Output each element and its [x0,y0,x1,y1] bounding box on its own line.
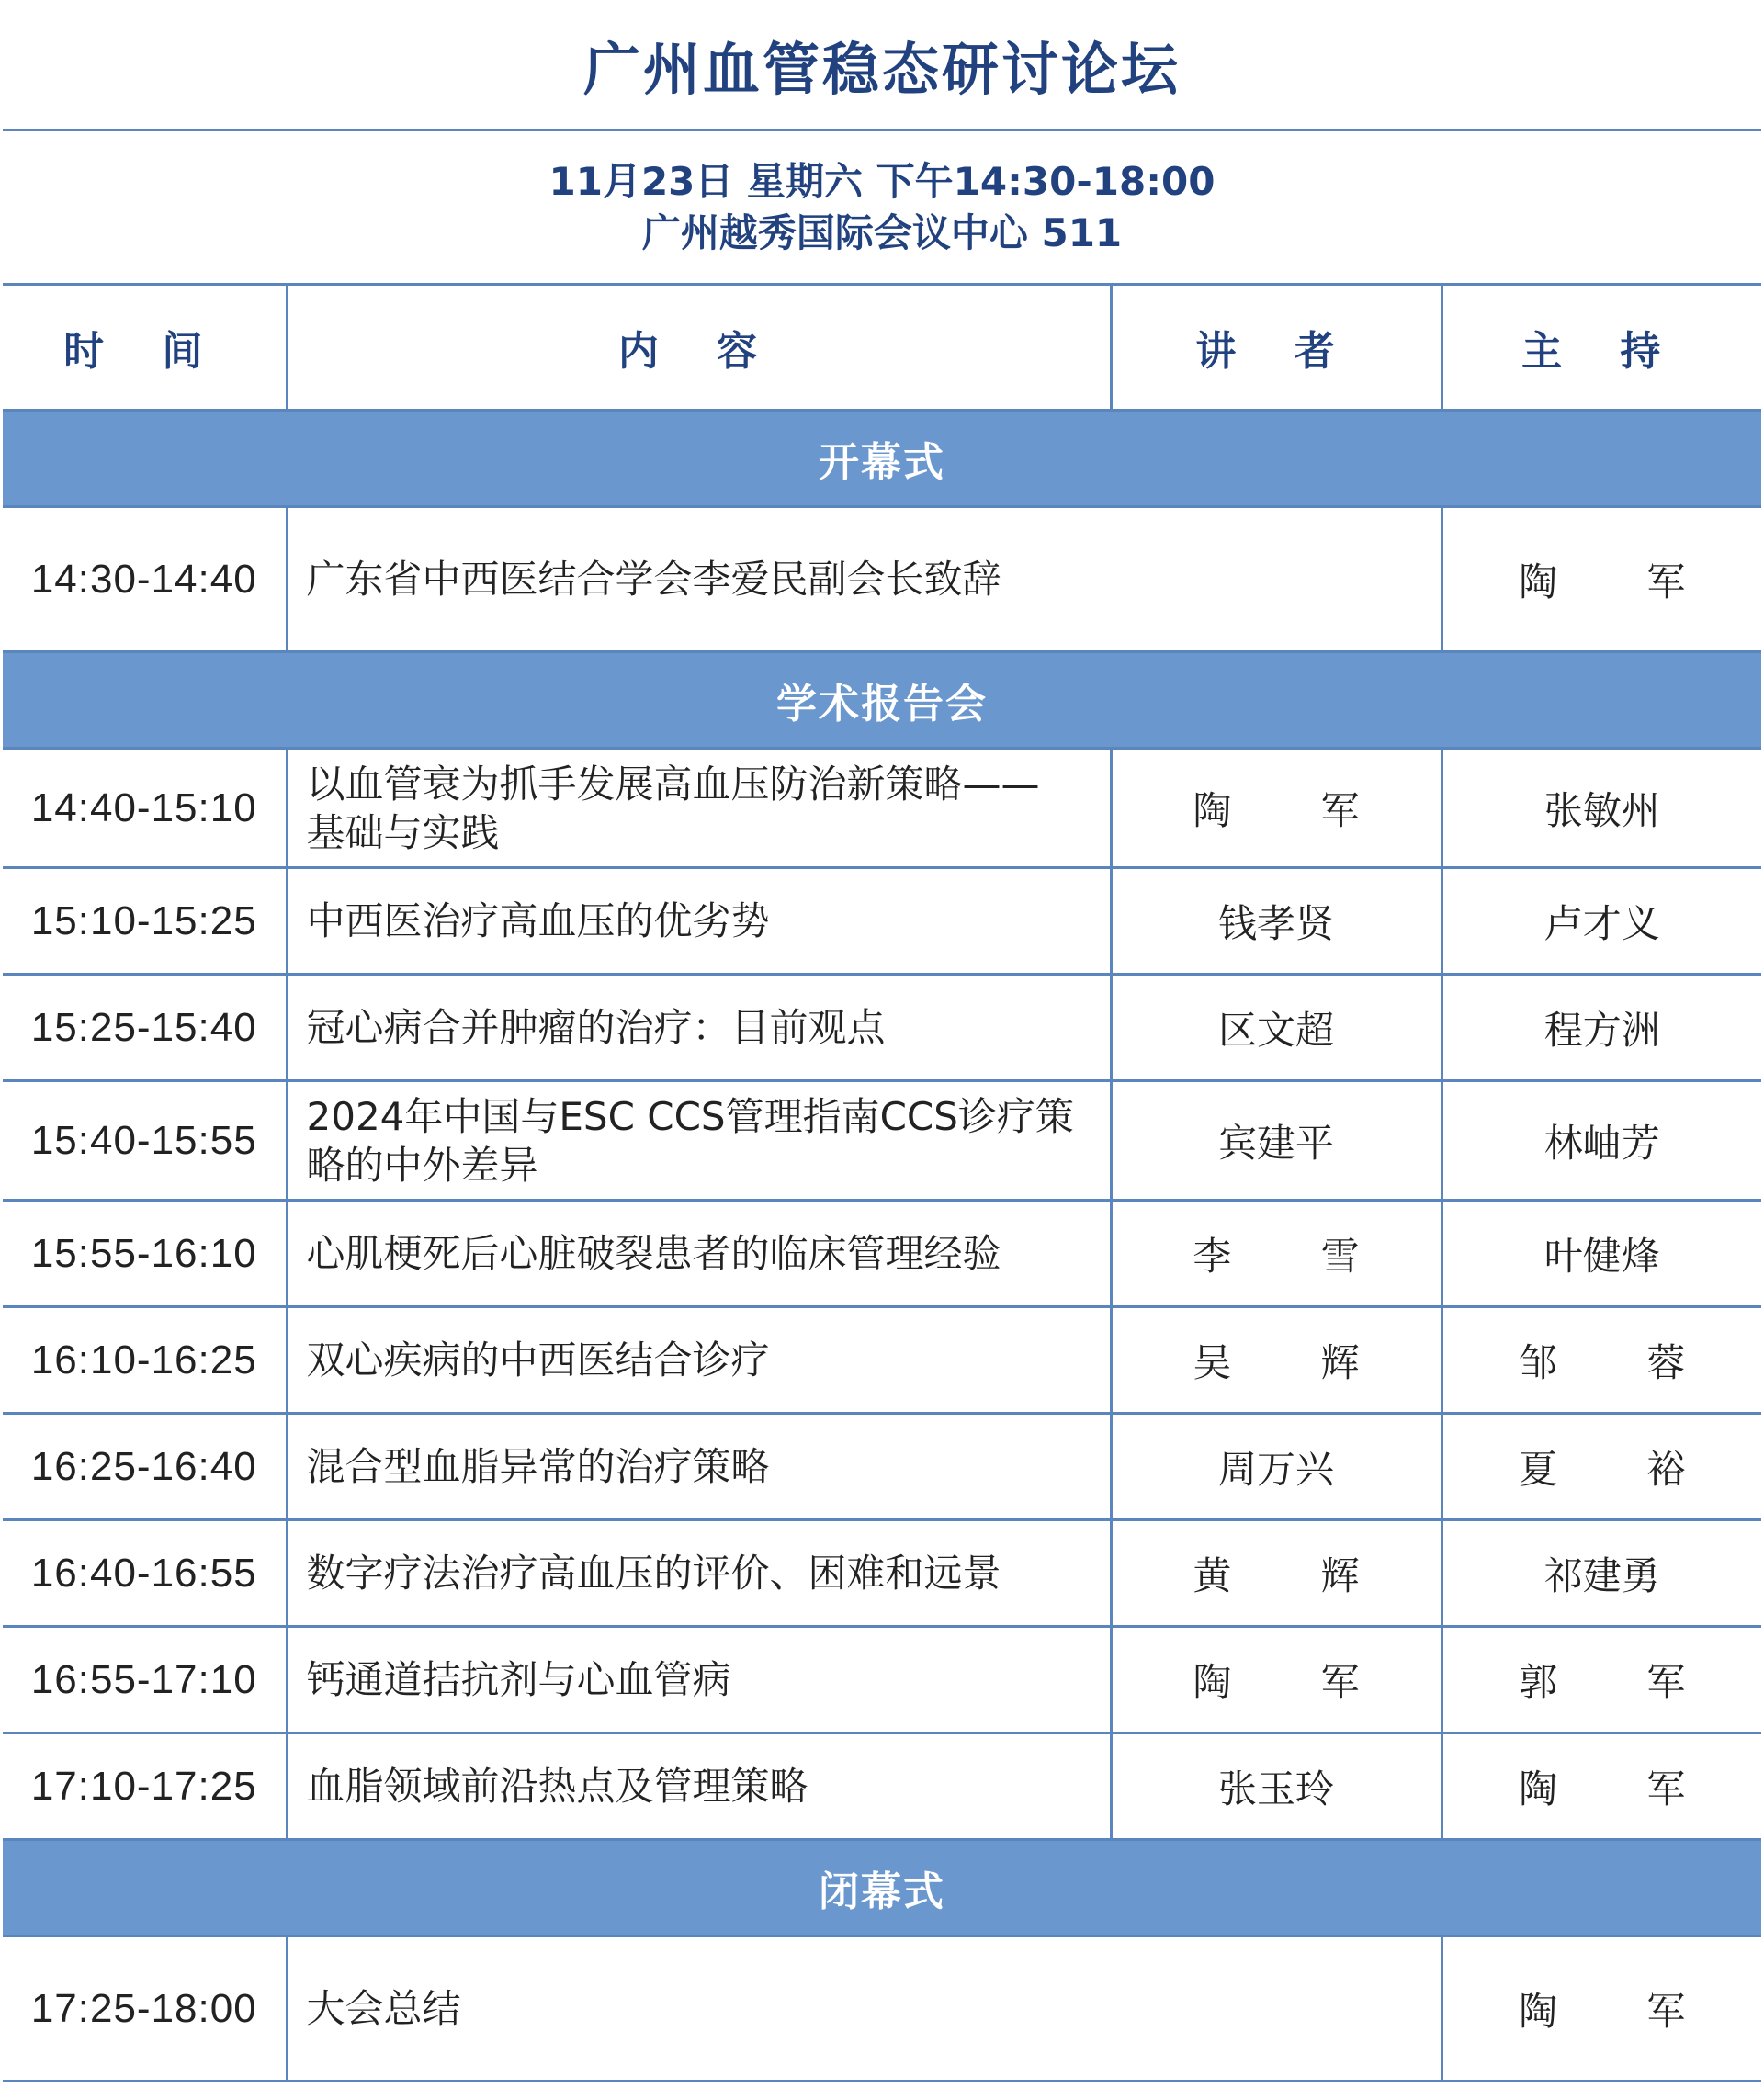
host-cell: 祁建勇 [1442,1520,1761,1627]
content-cell: 大会总结 [287,1936,1442,2082]
section-opening [3,411,1761,507]
header-row [3,285,1761,411]
content-cell: 钙通道拮抗剂与心血管病 [287,1627,1111,1733]
time-cell: 15:40-15:55 [3,1081,287,1201]
speaker-cell: 张玉玲 [1111,1733,1442,1840]
table-row [3,1201,1761,1307]
header-host: 主 持 [1442,285,1761,411]
content-line: 基础与实践 [306,809,500,855]
header-speaker: 讲 者 [1111,285,1442,411]
content-cell: 血脂领域前沿热点及管理策略 [287,1733,1111,1840]
header-content: 内 容 [287,285,1111,411]
time-cell: 14:30-14:40 [3,507,287,652]
table-row [3,1520,1761,1627]
host-cell: 夏 裕 [1442,1414,1761,1520]
time-cell: 16:55-17:10 [3,1627,287,1733]
speaker-cell: 吴 辉 [1111,1307,1442,1414]
time-cell: 17:25-18:00 [3,1936,287,2082]
content-cell: 混合型血脂异常的治疗策略 [287,1414,1111,1520]
section-title: 闭幕式 [3,1840,1761,1936]
header-time: 时 间 [3,285,287,411]
time-cell: 16:25-16:40 [3,1414,287,1520]
host-cell: 林岫芳 [1442,1081,1761,1201]
content-cell: 中西医治疗高血压的优劣势 [287,868,1111,975]
time-cell: 16:10-16:25 [3,1307,287,1414]
time-cell: 15:25-15:40 [3,975,287,1081]
table-row [3,749,1761,868]
host-cell: 陶 军 [1442,1733,1761,1840]
speaker-cell: 宾建平 [1111,1081,1442,1201]
table-row [3,1733,1761,1840]
page-title: 广州血管稳态研讨论坛 [582,35,1181,103]
content-line: 以血管衰为抓手发展高血压防治新策略—— [306,761,1040,807]
speaker-cell: 周万兴 [1111,1414,1442,1520]
host-cell: 邹 蓉 [1442,1307,1761,1414]
speaker-cell: 李 雪 [1111,1201,1442,1307]
table-row [3,507,1761,652]
table-row [3,1414,1761,1520]
host-cell: 陶 军 [1442,507,1761,652]
event-info [0,156,1764,259]
speaker-cell: 黄 辉 [1111,1520,1442,1627]
time-cell: 15:55-16:10 [3,1201,287,1307]
content-cell [287,749,1111,868]
content-cell: 双心疾病的中西医结合诊疗 [287,1307,1111,1414]
content-cell: 冠心病合并肿瘤的治疗：目前观点 [287,975,1111,1081]
host-cell: 郭 军 [1442,1627,1761,1733]
table-row [3,868,1761,975]
time-cell: 17:10-17:25 [3,1733,287,1840]
host-cell: 张敏州 [1442,749,1761,868]
content-cell: 广东省中西医结合学会李爱民副会长致辞 [287,507,1442,652]
schedule-table [3,283,1761,2082]
table-row [3,975,1761,1081]
section-title: 学术报告会 [3,652,1761,749]
time-cell: 14:40-15:10 [3,749,287,868]
content-cell [287,1081,1111,1201]
table-row [3,1081,1761,1201]
host-cell: 叶健烽 [1442,1201,1761,1307]
host-cell: 陶 军 [1442,1936,1761,2082]
host-cell: 程方洲 [1442,975,1761,1081]
venue-line: 广州越秀国际会议中心 511 [641,210,1123,255]
speaker-cell: 陶 军 [1111,1627,1442,1733]
time-cell: 15:10-15:25 [3,868,287,975]
content-line: 略的中外差异 [306,1142,538,1188]
speaker-cell: 钱孝贤 [1111,868,1442,975]
content-cell: 心肌梗死后心脏破裂患者的临床管理经验 [287,1201,1111,1307]
content-line: 2024年中国与ESC CCS管理指南CCS诊疗策 [306,1093,1074,1139]
host-cell: 卢才义 [1442,868,1761,975]
table-row [3,1936,1761,2082]
content-cell: 数字疗法治疗高血压的评价、困难和远景 [287,1520,1111,1627]
table-row [3,1627,1761,1733]
section-academic [3,652,1761,749]
date-line: 11月23日 星期六 下午14:30-18:00 [548,159,1216,204]
table-row [3,1307,1761,1414]
title-divider [3,129,1761,131]
speaker-cell: 陶 军 [1111,749,1442,868]
section-title: 开幕式 [3,411,1761,507]
speaker-cell: 区文超 [1111,975,1442,1081]
time-cell: 16:40-16:55 [3,1520,287,1627]
section-closing [3,1840,1761,1936]
